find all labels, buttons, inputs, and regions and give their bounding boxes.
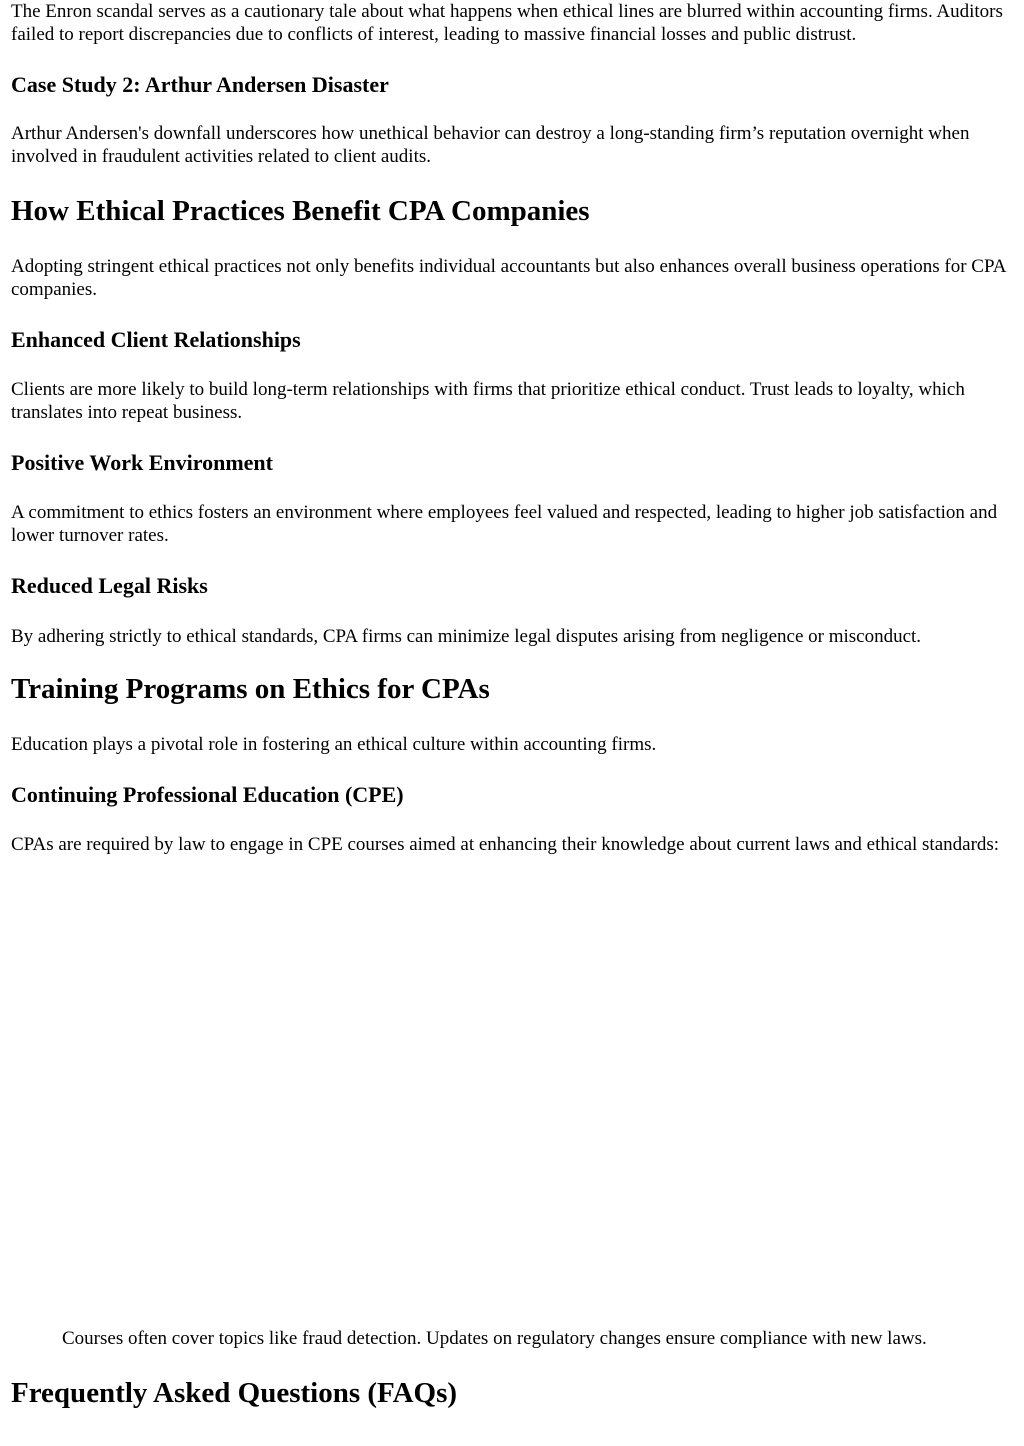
client-relationships-paragraph: Clients are more likely to build long-term relationships with firms that prioritize ethical conduct. Trust leads to loyalty, which translates into repeat business. <box>11 379 965 423</box>
case-study-2-heading: Case Study 2: Arthur Andersen Disaster <box>11 72 389 97</box>
training-paragraph: Education plays a pivotal role in fostering an ethical culture within accounting firms. <box>11 734 657 755</box>
work-environment-heading: Positive Work Environment <box>11 450 273 475</box>
benefits-paragraph: Adopting stringent ethical practices not only benefits individual accountants but also enhances overall business operations for CPA companies. <box>11 256 1006 300</box>
work-environment-paragraph: A commitment to ethics fosters an environment where employees feel valued and respected, leading to higher job satisfaction and lower turnover rates. <box>11 502 998 546</box>
benefits-heading: How Ethical Practices Benefit CPA Companies <box>11 195 590 227</box>
client-relationships-heading: Enhanced Client Relationships <box>11 327 301 352</box>
training-heading: Training Programs on Ethics for CPAs <box>11 673 490 705</box>
cpe-paragraph: CPAs are required by law to engage in CPE courses aimed at enhancing their knowledge about current laws and ethical standards: <box>11 834 1000 855</box>
cpe-heading: Continuing Professional Education (CPE) <box>11 782 404 807</box>
enron-paragraph: The Enron scandal serves as a cautionary tale about what happens when ethical lines are blurred within accounting firms. Auditors failed to report discrepancies due to conflicts of interest, leading to massive financial losses and public distrust. <box>11 1 1003 45</box>
legal-risks-heading: Reduced Legal Risks <box>11 573 208 598</box>
andersen-paragraph: Arthur Andersen's downfall underscores how unethical behavior can destroy a long-standing firm’s reputation overnight when involved in fraudulent activities related to client audits. <box>11 123 970 167</box>
legal-risks-paragraph: By adhering strictly to ethical standards, CPA firms can minimize legal disputes arising from negligence or misconduct. <box>11 626 922 647</box>
courses-paragraph: Courses often cover topics like fraud detection. Updates on regulatory changes ensure compliance with new laws. <box>62 1328 927 1349</box>
faq-heading: Frequently Asked Questions (FAQs) <box>11 1377 458 1409</box>
